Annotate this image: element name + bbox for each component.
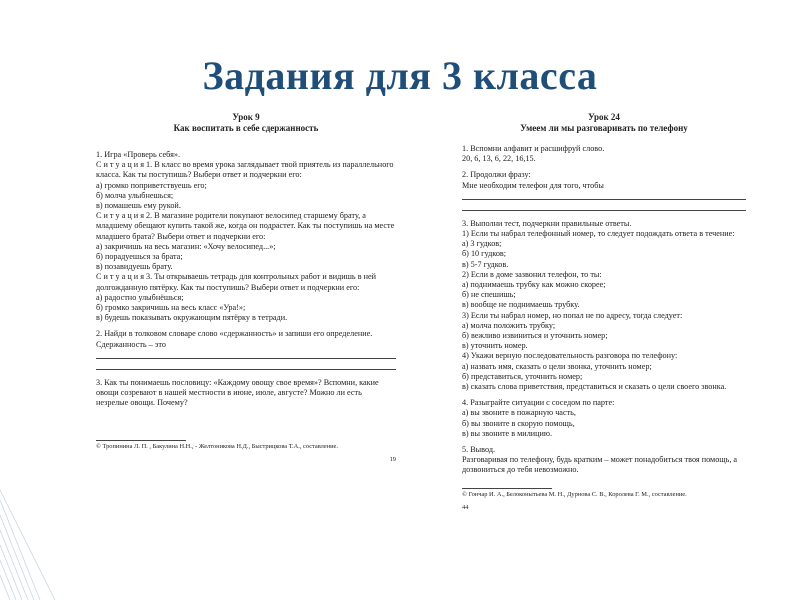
answer-option: а) 3 гудков;	[462, 239, 502, 249]
answer-line	[462, 202, 746, 211]
footnote: © Тропинина Л. П. , Бакулина Н.Н., - Желтоникова Н.Д., Быстрицкова Т.А., составление.	[96, 443, 338, 451]
answer-option: в) позавидуешь брату.	[96, 262, 173, 272]
decorative-corner-lines	[0, 460, 60, 600]
task-line: 1) Если ты набрал телефонный номер, то следует подождать ответа в течение:	[462, 229, 735, 239]
lesson-number: Урок 9	[232, 112, 260, 122]
task-line: 5. Вывод.	[462, 445, 496, 455]
task-line: С и т у а ц и я 1. В класс во время урока заглядывает твой приятель из параллельного класса. Как ты поступишь? Выбери ответ и подчеркни его:	[96, 160, 394, 180]
task-line: 3. Выполни тест, подчеркни правильные ответы.	[462, 218, 632, 228]
answer-option: б) вежливо извиниться и уточнить номер;	[462, 331, 608, 341]
answer-option: в) 5-7 гудков.	[462, 259, 509, 269]
lesson-number: Урок 24	[588, 112, 620, 122]
answer-option: б) 10 гудков;	[462, 249, 507, 259]
answer-option: б) порадуешься за брата;	[96, 252, 183, 262]
answer-option: а) назвать имя, сказать о цели звонка, уточнить номер;	[462, 361, 652, 371]
right-page	[462, 112, 746, 544]
answer-option: в) вообще не поднимаешь трубку.	[462, 300, 580, 310]
task-line: Сдержанность – это	[96, 339, 166, 349]
answer-option: а) громко поприветствуешь его;	[96, 180, 207, 190]
footnote: © Гончар И. А., Белоконытьева М. Н., Дурнова С. В., Королева Г. М., составление.	[462, 490, 687, 498]
page-number: 44	[462, 503, 469, 511]
task-line: 1. Вспомни алфавит и расшифруй слово.	[462, 144, 605, 153]
answer-option: в) уточнить номер.	[462, 341, 528, 351]
answer-option: а) закричишь на весь магазин: «Хочу велосипед...»;	[96, 241, 276, 251]
answer-option: в) сказать слова приветствия, представиться и сказать о цели своего звонка.	[462, 382, 727, 392]
left-page	[96, 112, 396, 544]
task-line: 4. Разыграйте ситуации с соседом по парте:	[462, 398, 615, 408]
task-line: Мне необходим телефон для того, чтобы	[462, 180, 604, 190]
answer-option: б) не спешишь;	[462, 290, 516, 300]
task-line: 2. Продолжи фразу:	[462, 170, 531, 180]
task-line: С и т у а ц и я 2. В магазине родители покупают велосипед старшему брату, а младшему обещают купить такой же, когда он подрастет. Как ты поступишь на месте младшего брата? Выбери ответ и подчеркни его:	[96, 211, 395, 241]
task-line: 2) Если в доме зазвонил телефон, то ты:	[462, 269, 602, 279]
task-line: С и т у а ц и я 3. Ты открываешь тетрадь для контрольных работ и видишь в ней долгожданную пятёрку. Как ты поступишь? Выбери ответ и подчеркни его:	[96, 272, 377, 292]
slide-title: Задания для 3 класса	[202, 53, 598, 98]
answer-option: в) будешь показывать окружающим пятёрку в тетради.	[96, 313, 288, 323]
task-line: 2. Найди в толковом словаре слово «сдержанность» и запиши его определение.	[96, 329, 373, 339]
footnote-rule	[462, 488, 552, 489]
answer-option: б) молча улыбнешься;	[96, 190, 174, 200]
task-line: 1. Игра «Проверь себя».	[96, 150, 180, 159]
answer-line	[96, 350, 396, 359]
lesson-heading: Умеем ли мы разговаривать по телефону	[520, 123, 688, 133]
footnote-rule	[96, 440, 186, 441]
answer-option: а) радостно улыбнёшься;	[96, 292, 184, 302]
task-line: 3. Как ты понимаешь пословицу: «Каждому овощу свое время»? Вспомни, какие овощи созревают в нашей местности в июне, июле, августе? Можно ли есть незрелые овощи. Почему?	[96, 377, 379, 408]
task-line: 3) Если ты набрал номер, но попал не по адресу, тогда следует:	[462, 310, 683, 320]
answer-option: а) вы звоните в пожарную часть,	[462, 408, 576, 418]
answer-line	[96, 361, 396, 370]
answer-option: б) представиться, уточнить номер;	[462, 371, 583, 381]
answer-option: в) помашешь ему рукой.	[96, 201, 181, 211]
answer-option: б) громко закричишь на весь класс «Ура!»;	[96, 303, 246, 313]
answer-line	[462, 191, 746, 200]
answer-option: а) поднимаешь трубку как можно скорее;	[462, 280, 606, 290]
answer-option: а) молча положить трубку;	[462, 320, 556, 330]
task-line: Разговаривая по телефону, будь кратким – может понадобиться твоя помощь, а дозвониться до тебя невозможно.	[462, 455, 738, 475]
task-line: 20, 6, 13, 6, 22, 16,15.	[462, 154, 536, 164]
worksheet-scan	[90, 112, 750, 544]
answer-option: в) вы звоните в милицию.	[462, 428, 553, 438]
task-line: 4) Укажи верную последовательность разговора по телефону:	[462, 351, 678, 361]
answer-option: б) вы звоните в скорую помощь,	[462, 418, 575, 428]
lesson-heading: Как воспитать в себе сдержанность	[173, 123, 319, 133]
page-number: 19	[389, 456, 396, 464]
